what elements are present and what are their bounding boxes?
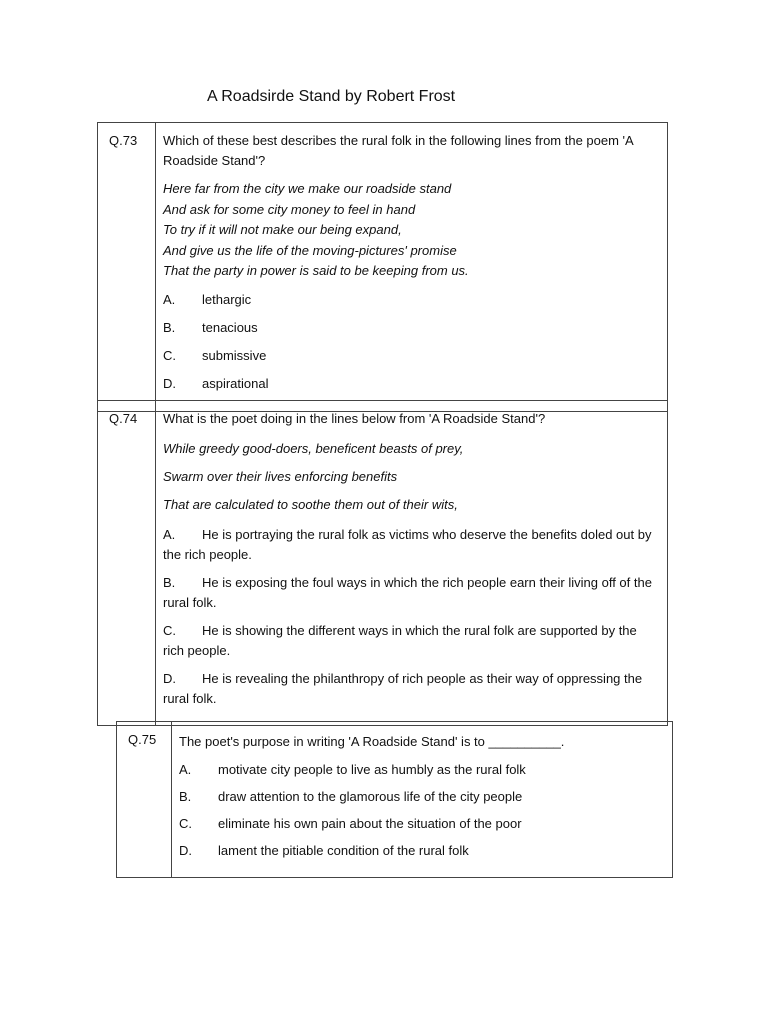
option-text: aspirational	[202, 375, 269, 391]
option-letter: D.	[163, 375, 176, 391]
poem-excerpt	[163, 179, 659, 282]
option-letter: C.	[163, 347, 176, 363]
option-text: He is showing the different ways in which the rural folk are supported by the rich people.	[163, 623, 637, 658]
answer-option-a[interactable]	[179, 761, 664, 788]
poem-line: To try if it will not make our being expand,	[163, 222, 402, 238]
answer-option-b[interactable]	[163, 573, 659, 613]
poem-line: While greedy good-doers, beneficent beasts of prey,	[163, 441, 464, 456]
answer-option-a[interactable]	[163, 291, 659, 319]
question-table-q73	[97, 122, 668, 412]
answer-option-b[interactable]	[163, 319, 659, 347]
option-letter: D.	[163, 671, 176, 686]
option-text: eliminate his own pain about the situation of the poor	[218, 816, 522, 831]
answer-option-c[interactable]	[163, 621, 659, 661]
question-stem: What is the poet doing in the lines below from 'A Roadside Stand'?	[163, 411, 546, 426]
question-number: Q.75	[117, 722, 172, 878]
question-table-q74	[97, 400, 668, 726]
option-text: He is revealing the philanthropy of rich people as their way of oppressing the rural folk.	[163, 671, 643, 706]
option-text: He is portraying the rural folk as victims who deserve the benefits doled out by the rich people.	[163, 527, 652, 562]
poem-excerpt	[163, 435, 659, 519]
option-text: lament the pitiable condition of the rural folk	[218, 843, 469, 858]
poem-line: Swarm over their lives enforcing benefits	[163, 469, 398, 484]
option-letter: C.	[179, 816, 192, 831]
answer-option-b[interactable]	[179, 788, 664, 815]
poem-line: That the party in power is said to be keeping from us.	[163, 263, 469, 279]
answer-option-a[interactable]	[163, 525, 659, 565]
question-number: Q.73	[98, 123, 156, 412]
option-text: motivate city people to live as humbly as the rural folk	[218, 762, 526, 777]
question-stem: The poet's purpose in writing 'A Roadside Stand' is to __________.	[179, 734, 565, 749]
answer-option-c[interactable]	[163, 347, 659, 375]
option-letter: A.	[163, 527, 176, 542]
question-stem: Which of these best describes the rural folk in the following lines from the poem 'A Roadside Stand'?	[163, 133, 633, 168]
question-body	[156, 401, 668, 726]
answer-options	[163, 525, 659, 709]
question-body	[172, 722, 673, 878]
question-table-q75	[116, 721, 673, 878]
option-text: submissive	[202, 347, 267, 363]
poem-line: That are calculated to soothe them out of their wits,	[163, 497, 458, 512]
option-letter: C.	[163, 623, 176, 638]
poem-line: And give us the life of the moving-pictures' promise	[163, 242, 457, 258]
option-text: tenacious	[202, 319, 258, 335]
option-letter: D.	[179, 843, 192, 858]
option-text: He is exposing the foul ways in which the rich people earn their living off of the rural folk.	[163, 575, 652, 610]
option-letter: B.	[163, 575, 176, 590]
option-letter: B.	[163, 319, 176, 335]
answer-option-d[interactable]	[163, 669, 659, 709]
poem-line: And ask for some city money to feel in hand	[163, 201, 416, 217]
answer-option-d[interactable]	[163, 375, 659, 403]
answer-option-c[interactable]	[179, 815, 664, 842]
answer-options	[163, 291, 659, 403]
question-number: Q.74	[98, 401, 156, 726]
option-text: draw attention to the glamorous life of the city people	[218, 789, 523, 804]
option-letter: B.	[179, 789, 192, 804]
page-title: A Roadsirde Stand by Robert Frost	[207, 88, 456, 105]
poem-line: Here far from the city we make our roadside stand	[163, 181, 452, 196]
option-letter: A.	[163, 291, 176, 307]
answer-options	[179, 761, 664, 869]
option-text: lethargic	[202, 291, 252, 307]
option-letter: A.	[179, 762, 192, 777]
answer-option-d[interactable]	[179, 842, 664, 869]
question-body	[156, 123, 668, 412]
